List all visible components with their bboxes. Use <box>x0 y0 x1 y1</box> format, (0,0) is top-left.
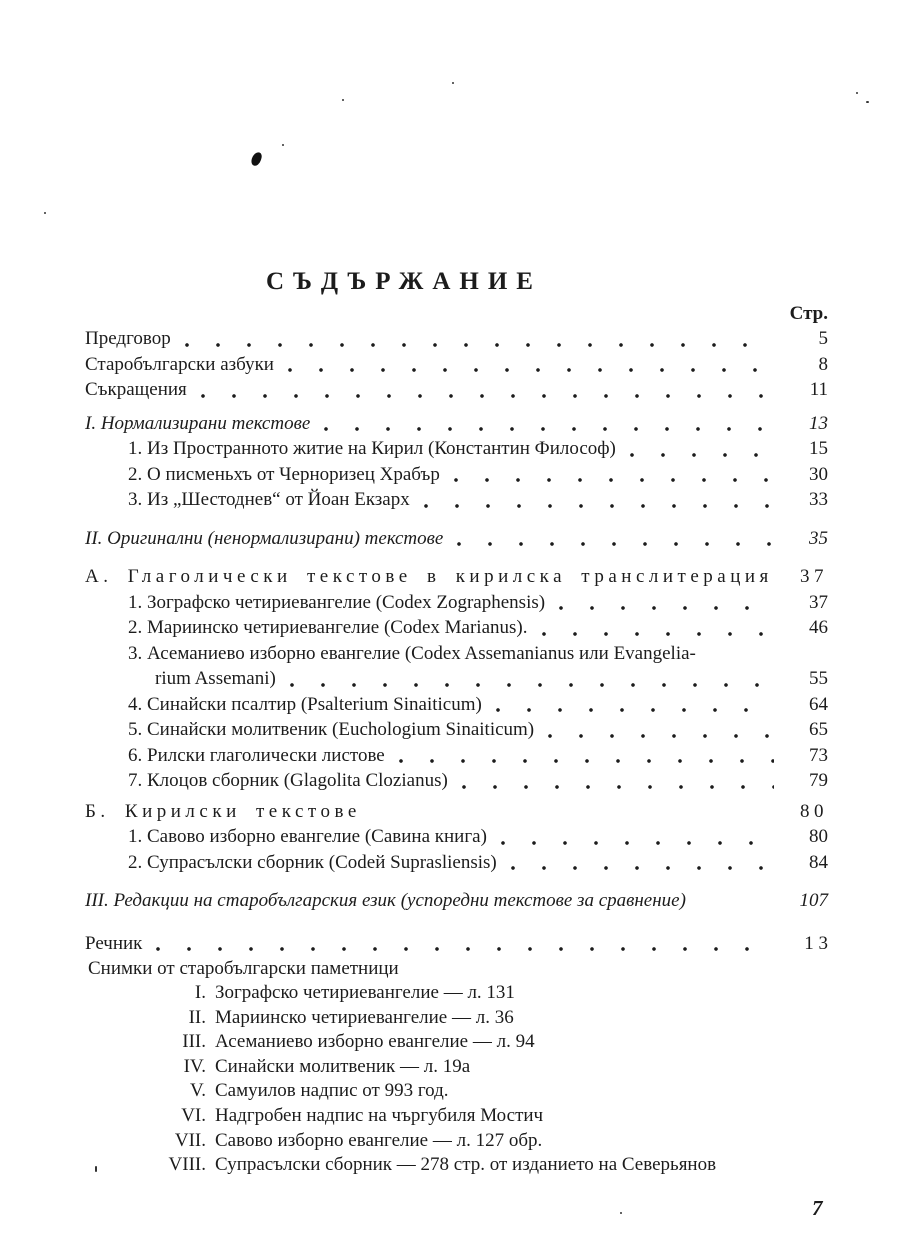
plate-text: Асеманиево изборно евангелие — л. 94 <box>215 1031 535 1053</box>
toc-page-number: 13 <box>809 412 828 434</box>
dot-leader <box>630 452 774 458</box>
toc-label: Речник <box>85 932 143 954</box>
page-column-header-row <box>85 302 828 326</box>
paper-speck <box>95 1166 97 1172</box>
toc-row-zhitie <box>85 436 828 462</box>
plate-numeral: VII. <box>174 1129 206 1151</box>
toc-row-mariinsko <box>85 615 828 641</box>
toc-page-number: 64 <box>809 693 828 715</box>
toc-row-molitvenik <box>85 717 828 743</box>
ink-blot <box>250 151 263 167</box>
dot-leader <box>324 426 774 432</box>
toc-label: Предговор <box>85 328 171 349</box>
toc-row-savovo <box>85 824 828 850</box>
toc-row-section-2 <box>85 526 828 552</box>
toc-label: III. Редакции на старобългарския език (успоредни текстове за сравнение) <box>85 890 686 911</box>
toc-page-number: 5 <box>818 328 828 349</box>
toc-row-sakrashteniya <box>85 377 828 403</box>
dot-leader <box>201 393 774 399</box>
toc-label: I. Нормализирани текстове <box>85 412 311 434</box>
plate-text: Самуилов надпис от 993 год. <box>215 1080 449 1102</box>
plate-text: Мариинско четириевангелие — л. 36 <box>215 1006 514 1028</box>
toc-page-number: 80 <box>809 826 828 847</box>
plate-item-7 <box>85 1129 828 1154</box>
page-number: 7 <box>812 1196 823 1220</box>
toc-label: Съкращения <box>85 379 187 400</box>
dot-leader <box>462 784 774 790</box>
paper-speck <box>342 99 344 101</box>
paper-speck <box>866 101 869 103</box>
toc-row-psaltir <box>85 692 828 718</box>
plates-list <box>85 956 828 1178</box>
toc-list <box>85 326 828 956</box>
dot-leader <box>156 946 774 952</box>
toc-page-number: 15 <box>809 438 828 459</box>
plate-numeral: VI. <box>181 1104 206 1126</box>
toc-label: Старобългарски азбуки <box>85 353 274 375</box>
plate-numeral: V. <box>189 1080 206 1102</box>
toc-label: 4. Синайски псалтир (Psalterium Sinaiticum) <box>128 693 482 715</box>
paper-speck <box>452 82 454 84</box>
toc-row-section-1 <box>85 411 828 437</box>
plate-text: Синайски молитвеник — л. 19а <box>215 1055 471 1077</box>
dot-leader <box>496 707 774 713</box>
toc-row-section-b <box>85 799 828 825</box>
toc-row-suprasalski <box>85 850 828 876</box>
toc-row-section-3 <box>85 888 828 914</box>
plate-numeral: VIII. <box>168 1154 206 1176</box>
toc-label: 1. Савово изборно евангелие (Савина книга) <box>128 826 487 847</box>
toc-label: 1. Зографско четириевангелие (Codex Zographensis) <box>128 591 546 613</box>
dot-leader <box>288 367 774 373</box>
plate-item-3 <box>85 1030 828 1055</box>
toc-row-predgovor <box>85 326 828 352</box>
plate-item-4 <box>85 1055 828 1080</box>
plate-item-8 <box>85 1153 828 1178</box>
toc-label: 5. Синайски молитвеник (Euchologium Sinaiticum) <box>128 719 535 740</box>
toc-page-number: 1 3 <box>804 932 828 954</box>
toc-label: А. Глаголически текстове в кирилска транслитерация <box>85 566 773 587</box>
plate-item-2 <box>85 1006 828 1031</box>
dot-leader <box>424 503 774 509</box>
dot-leader <box>457 541 774 547</box>
toc-label: II. Оригинални (ненормализирани) текстове <box>85 527 444 549</box>
plate-numeral: I. <box>194 982 206 1003</box>
plate-numeral: III. <box>182 1031 206 1053</box>
toc-label: 1. Из Пространното житие на Кирил (Константин Философ) <box>128 438 616 459</box>
toc-row-asemanievo-line1 <box>85 641 828 667</box>
dot-leader <box>559 605 774 611</box>
dot-leader <box>501 840 774 846</box>
dot-leader <box>542 631 775 637</box>
toc-page-number: 80 <box>800 800 828 822</box>
paper-speck <box>856 92 858 94</box>
paper-speck <box>282 144 284 146</box>
dot-leader <box>185 342 774 348</box>
toc-row-rechnik <box>85 931 828 957</box>
plate-text: Савово изборно евангелие — л. 127 обр. <box>215 1129 543 1151</box>
plate-text: Зографско четириевангелие — л. 131 <box>215 982 515 1003</box>
toc-page-number: 8 <box>818 353 828 375</box>
plate-numeral: IV. <box>183 1055 206 1077</box>
toc-page-number: 107 <box>799 890 828 911</box>
plate-numeral: II. <box>188 1006 206 1028</box>
toc-label: 3. Из „Шестоднев“ от Йоан Екзарх <box>128 489 410 510</box>
plate-item-5 <box>85 1079 828 1104</box>
toc-page-number: 79 <box>809 770 828 791</box>
toc-label: rium Assemani) <box>155 668 276 689</box>
toc-row-pismeneh <box>85 462 828 488</box>
toc-label: 3. Асеманиево изборно евангелие (Codex Assemanianus или Evangelia- <box>128 642 696 664</box>
plate-item-1 <box>85 981 828 1006</box>
dot-leader <box>511 865 774 871</box>
toc-label: 7. Клоцов сборник (Glagolita Clozianus) <box>128 770 448 791</box>
toc-page-number: 37 <box>809 591 828 613</box>
toc-page-number: 30 <box>809 463 828 485</box>
dot-leader <box>399 758 774 764</box>
toc-row-azbuki <box>85 352 828 378</box>
toc-label: Б. Кирилски текстове <box>85 800 361 822</box>
toc-page-number: 46 <box>809 617 828 638</box>
toc-row-zografsko <box>85 590 828 616</box>
toc-row-klocov <box>85 768 828 794</box>
dot-leader <box>290 682 774 688</box>
paper-speck <box>44 212 46 214</box>
toc-page-number: 37 <box>800 566 828 587</box>
toc-page-number: 11 <box>809 379 828 400</box>
toc-page-number: 55 <box>809 668 828 689</box>
toc-row-asemanievo-line2 <box>85 666 828 692</box>
toc-row-rilski <box>85 743 828 769</box>
plates-header: Снимки от старобългарски паметници <box>88 958 399 979</box>
dot-leader <box>454 477 774 483</box>
paper-speck <box>620 1212 622 1214</box>
dot-leader <box>548 733 774 739</box>
toc-page-number: 84 <box>809 851 828 873</box>
toc-page-number: 73 <box>809 744 828 766</box>
page-column-header: Стр. <box>789 303 828 324</box>
page-title: СЪДЪРЖАНИЕ <box>266 268 542 295</box>
toc-row-shestodnev <box>85 487 828 513</box>
toc-row-section-a <box>85 564 828 590</box>
toc-page-number: 33 <box>809 489 828 510</box>
toc-label: 2. О писменьхъ от Черноризец Храбър <box>128 463 440 485</box>
plate-text: Надгробен надпис на чъргубиля Мостич <box>215 1104 544 1126</box>
toc-label: 6. Рилски глаголически листове <box>128 744 385 766</box>
toc-page-number: 65 <box>809 719 828 740</box>
toc-page-number: 35 <box>809 527 828 549</box>
plate-item-6 <box>85 1104 828 1129</box>
toc-label: 2. Мариинско четириевангелие (Codex Marianus). <box>128 617 528 638</box>
plate-text: Супрасълски сборник — 278 стр. от изданието на Северьянов <box>215 1154 717 1176</box>
toc-label: 2. Супрасълски сборник (Codeй Suprasliensis) <box>128 851 497 873</box>
